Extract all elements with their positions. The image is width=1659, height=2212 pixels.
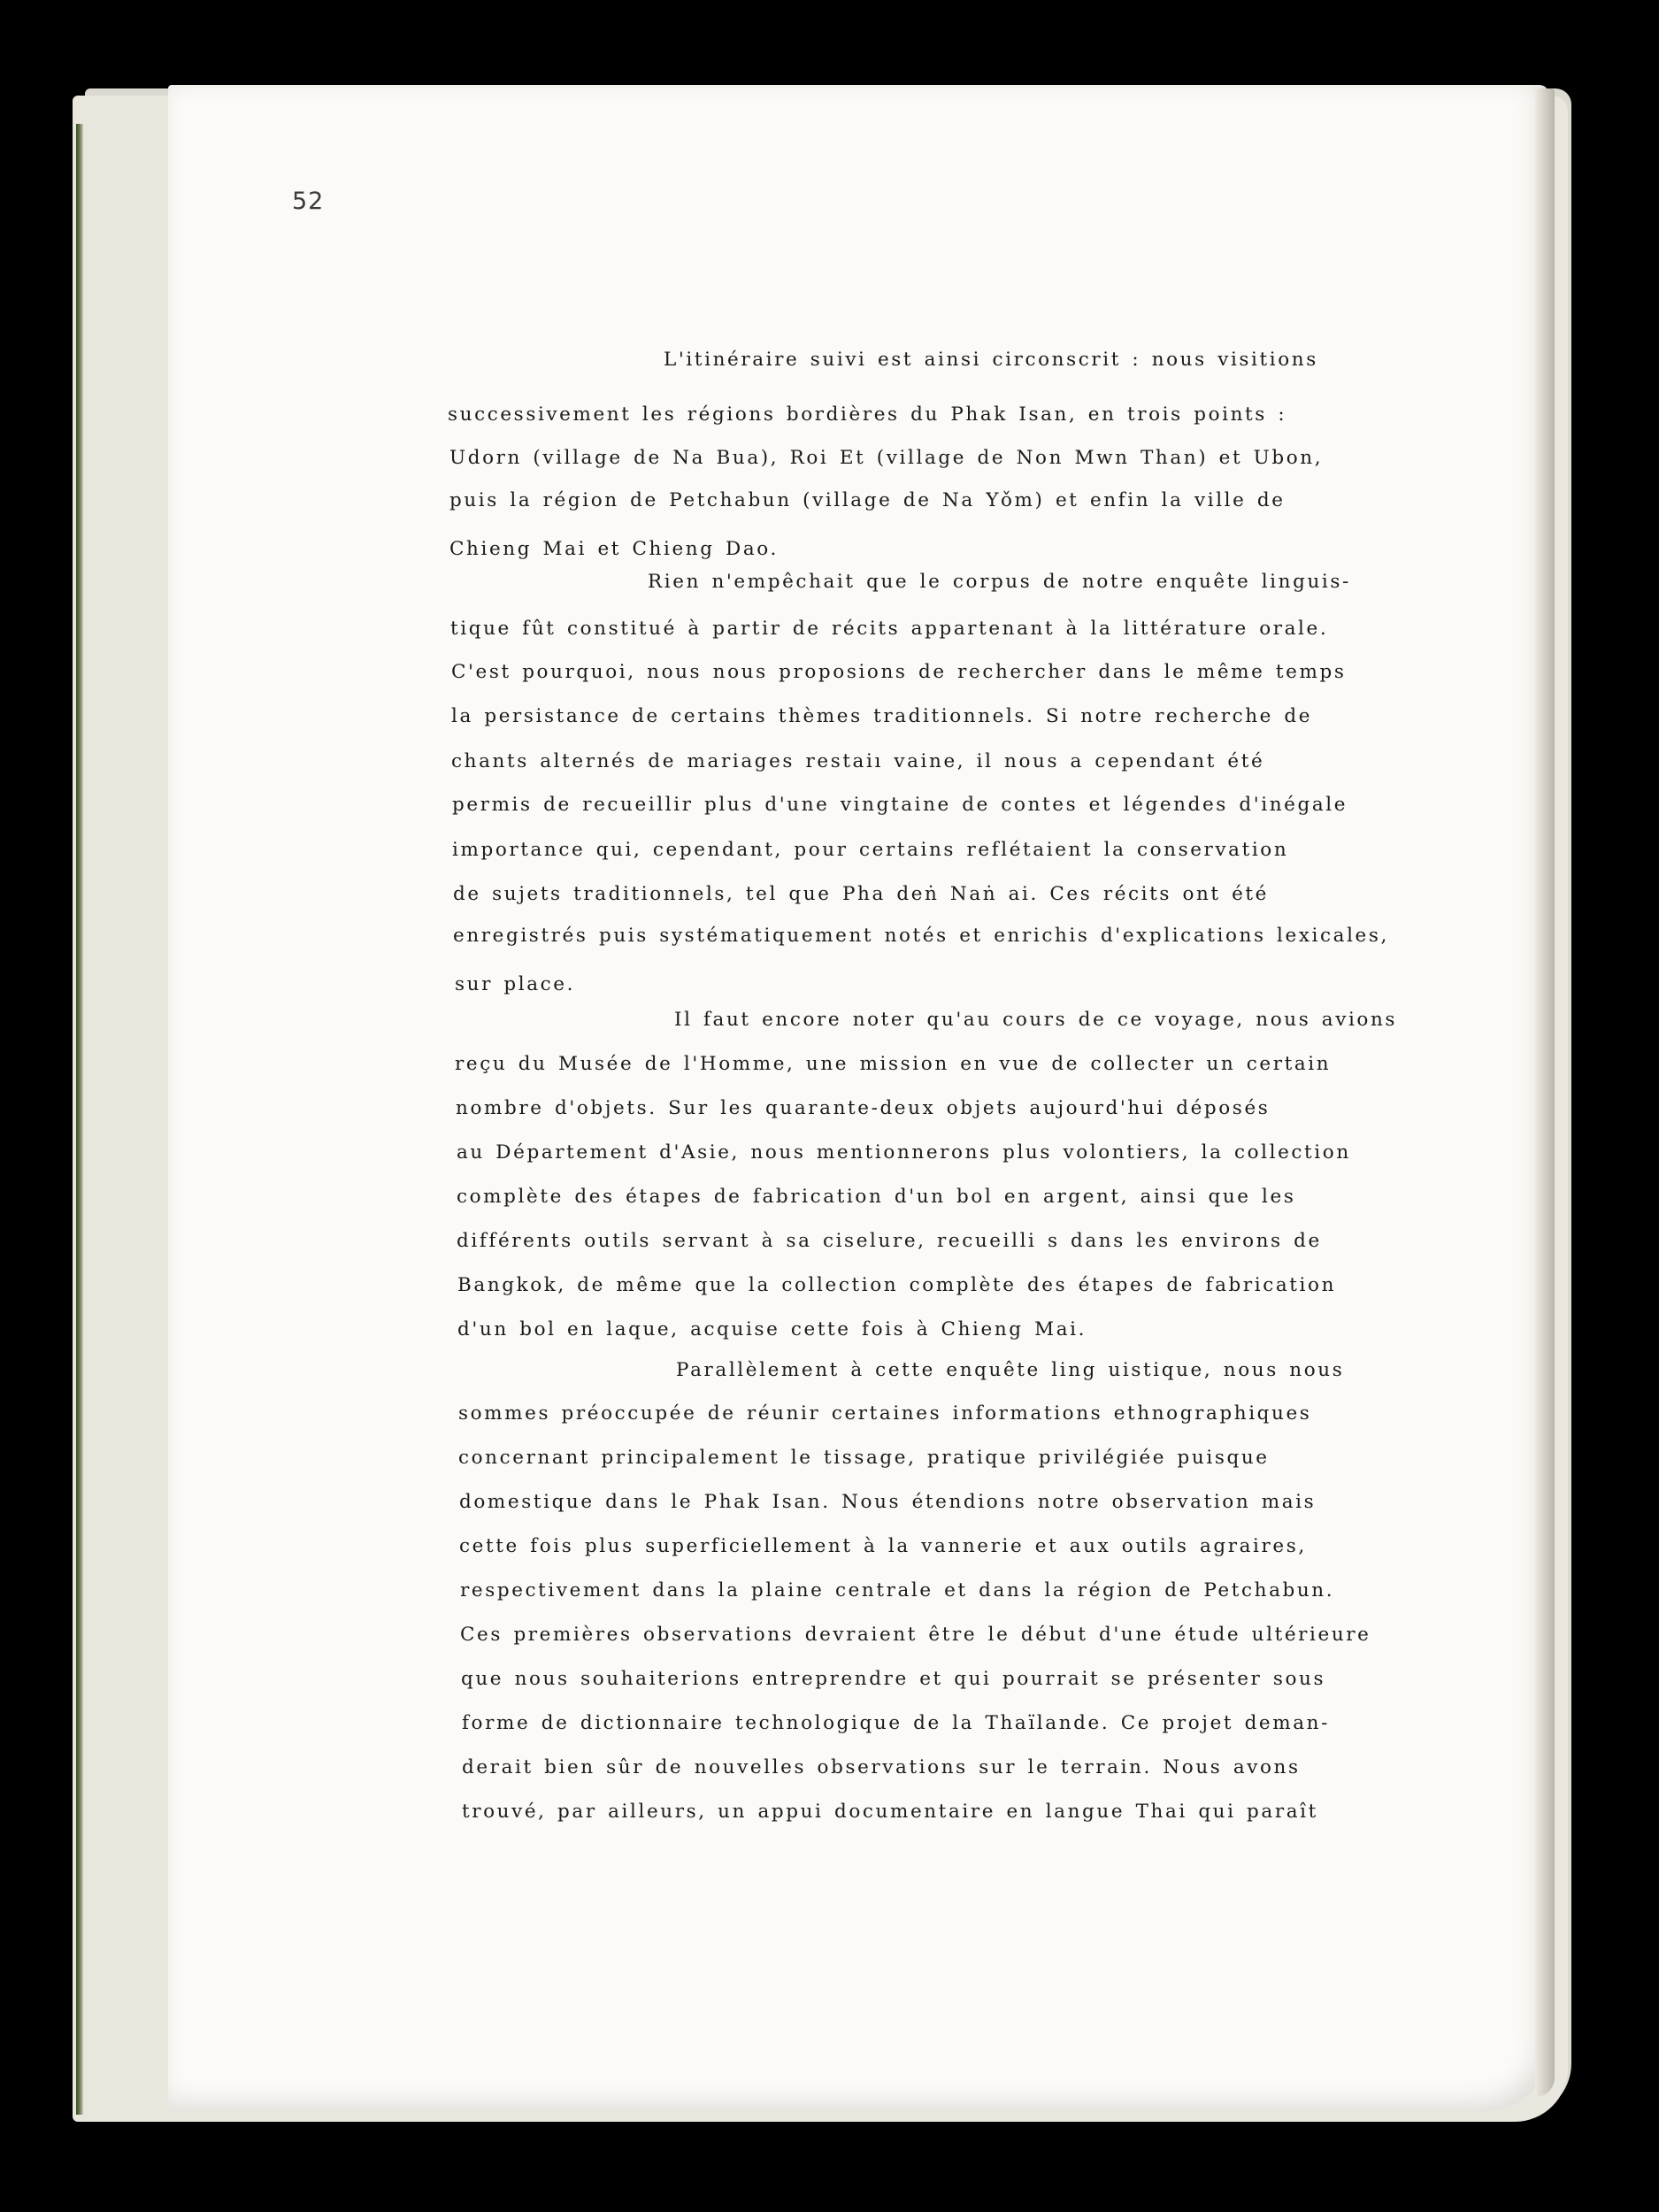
- text-line: nombre d'objets. Sur les quarante-deux objets aujourd'hui déposés: [456, 1097, 1271, 1119]
- text-line: sommes préoccupée de réunir certaines informations ethnographiques: [458, 1402, 1312, 1425]
- text-line: Chieng Mai et Chieng Dao.: [449, 538, 779, 560]
- text-line: différents outils servant à sa ciselure, recueilli s dans les environs de: [457, 1230, 1322, 1252]
- text-line: Rien n'empêchait que le corpus de notre enquête linguis-: [648, 571, 1351, 593]
- text-line: Parallèlement à cette enquête ling uistique, nous nous: [676, 1359, 1345, 1381]
- text-line: forme de dictionnaire technologique de la Thaïlande. Ce projet deman-: [462, 1712, 1330, 1734]
- text-line: Bangkok, de même que la collection complète des étapes de fabrication: [457, 1274, 1337, 1296]
- text-line: importance qui, cependant, pour certains reflétaient la conservation: [452, 839, 1289, 861]
- text-line: au Département d'Asie, nous mentionnerons plus volontiers, la collection: [457, 1141, 1351, 1164]
- text-line: C'est pourquoi, nous nous proposions de rechercher dans le même temps: [451, 661, 1347, 683]
- text-line: complète des étapes de fabrication d'un bol en argent, ainsi que les: [457, 1186, 1296, 1208]
- text-line: tique fût constitué à partir de récits appartenant à la littérature orale.: [450, 618, 1329, 640]
- text-line: enregistrés puis systématiquement notés et enrichis d'explications lexicales,: [453, 925, 1389, 947]
- text-line: concernant principalement le tissage, pratique privilégiée puisque: [458, 1447, 1270, 1469]
- text-line: L'itinéraire suivi est ainsi circonscrit : nous visitions: [664, 349, 1318, 371]
- text-line: derait bien sûr de nouvelles observations sur le terrain. Nous avons: [462, 1756, 1301, 1778]
- text-line: chants alternés de mariages restaiı vaine, il nous a cependant été: [451, 750, 1265, 772]
- text-line: respectivement dans la plaine centrale et dans la région de Petchabun.: [460, 1579, 1335, 1601]
- text-line: Ces premières observations devraient être le début d'une étude ultérieure: [460, 1624, 1371, 1646]
- text-line: que nous souhaiterions entreprendre et qui pourrait se présenter sous: [461, 1668, 1326, 1690]
- page-number: 52: [292, 188, 325, 215]
- text-line: sur place.: [455, 973, 576, 995]
- text-line: domestique dans le Phak Isan. Nous étendions notre observation mais: [459, 1491, 1317, 1513]
- text-line: la persistance de certains thèmes traditionnels. Si notre recherche de: [451, 705, 1313, 727]
- text-line: trouvé, par ailleurs, un appui documentaire en langue Thai qui paraît: [462, 1801, 1318, 1823]
- text-line: cette fois plus superficiellement à la vannerie et aux outils agraires,: [459, 1535, 1307, 1557]
- text-line: Il faut encore noter qu'au cours de ce voyage, nous avions: [674, 1009, 1398, 1031]
- text-line: reçu du Musée de l'Homme, une mission en vue de collecter un certain: [455, 1053, 1332, 1075]
- text-line: d'un bol en laque, acquise cette fois à Chieng Mai.: [457, 1318, 1087, 1340]
- text-line: puis la région de Petchabun (village de Na Yǒm) et enfin la ville de: [449, 489, 1286, 511]
- text-line: Udorn (village de Na Bua), Roi Et (village de Non Mwn Than) et Ubon,: [449, 447, 1324, 469]
- text-line: successivement les régions bordières du Phak Isan, en trois points :: [448, 403, 1287, 426]
- text-line: permis de recueillir plus d'une vingtaine de contes et légendes d'inégale: [452, 794, 1348, 816]
- text-line: de sujets traditionnels, tel que Pha deṅ Naṅ ai. Ces récits ont été: [453, 883, 1269, 905]
